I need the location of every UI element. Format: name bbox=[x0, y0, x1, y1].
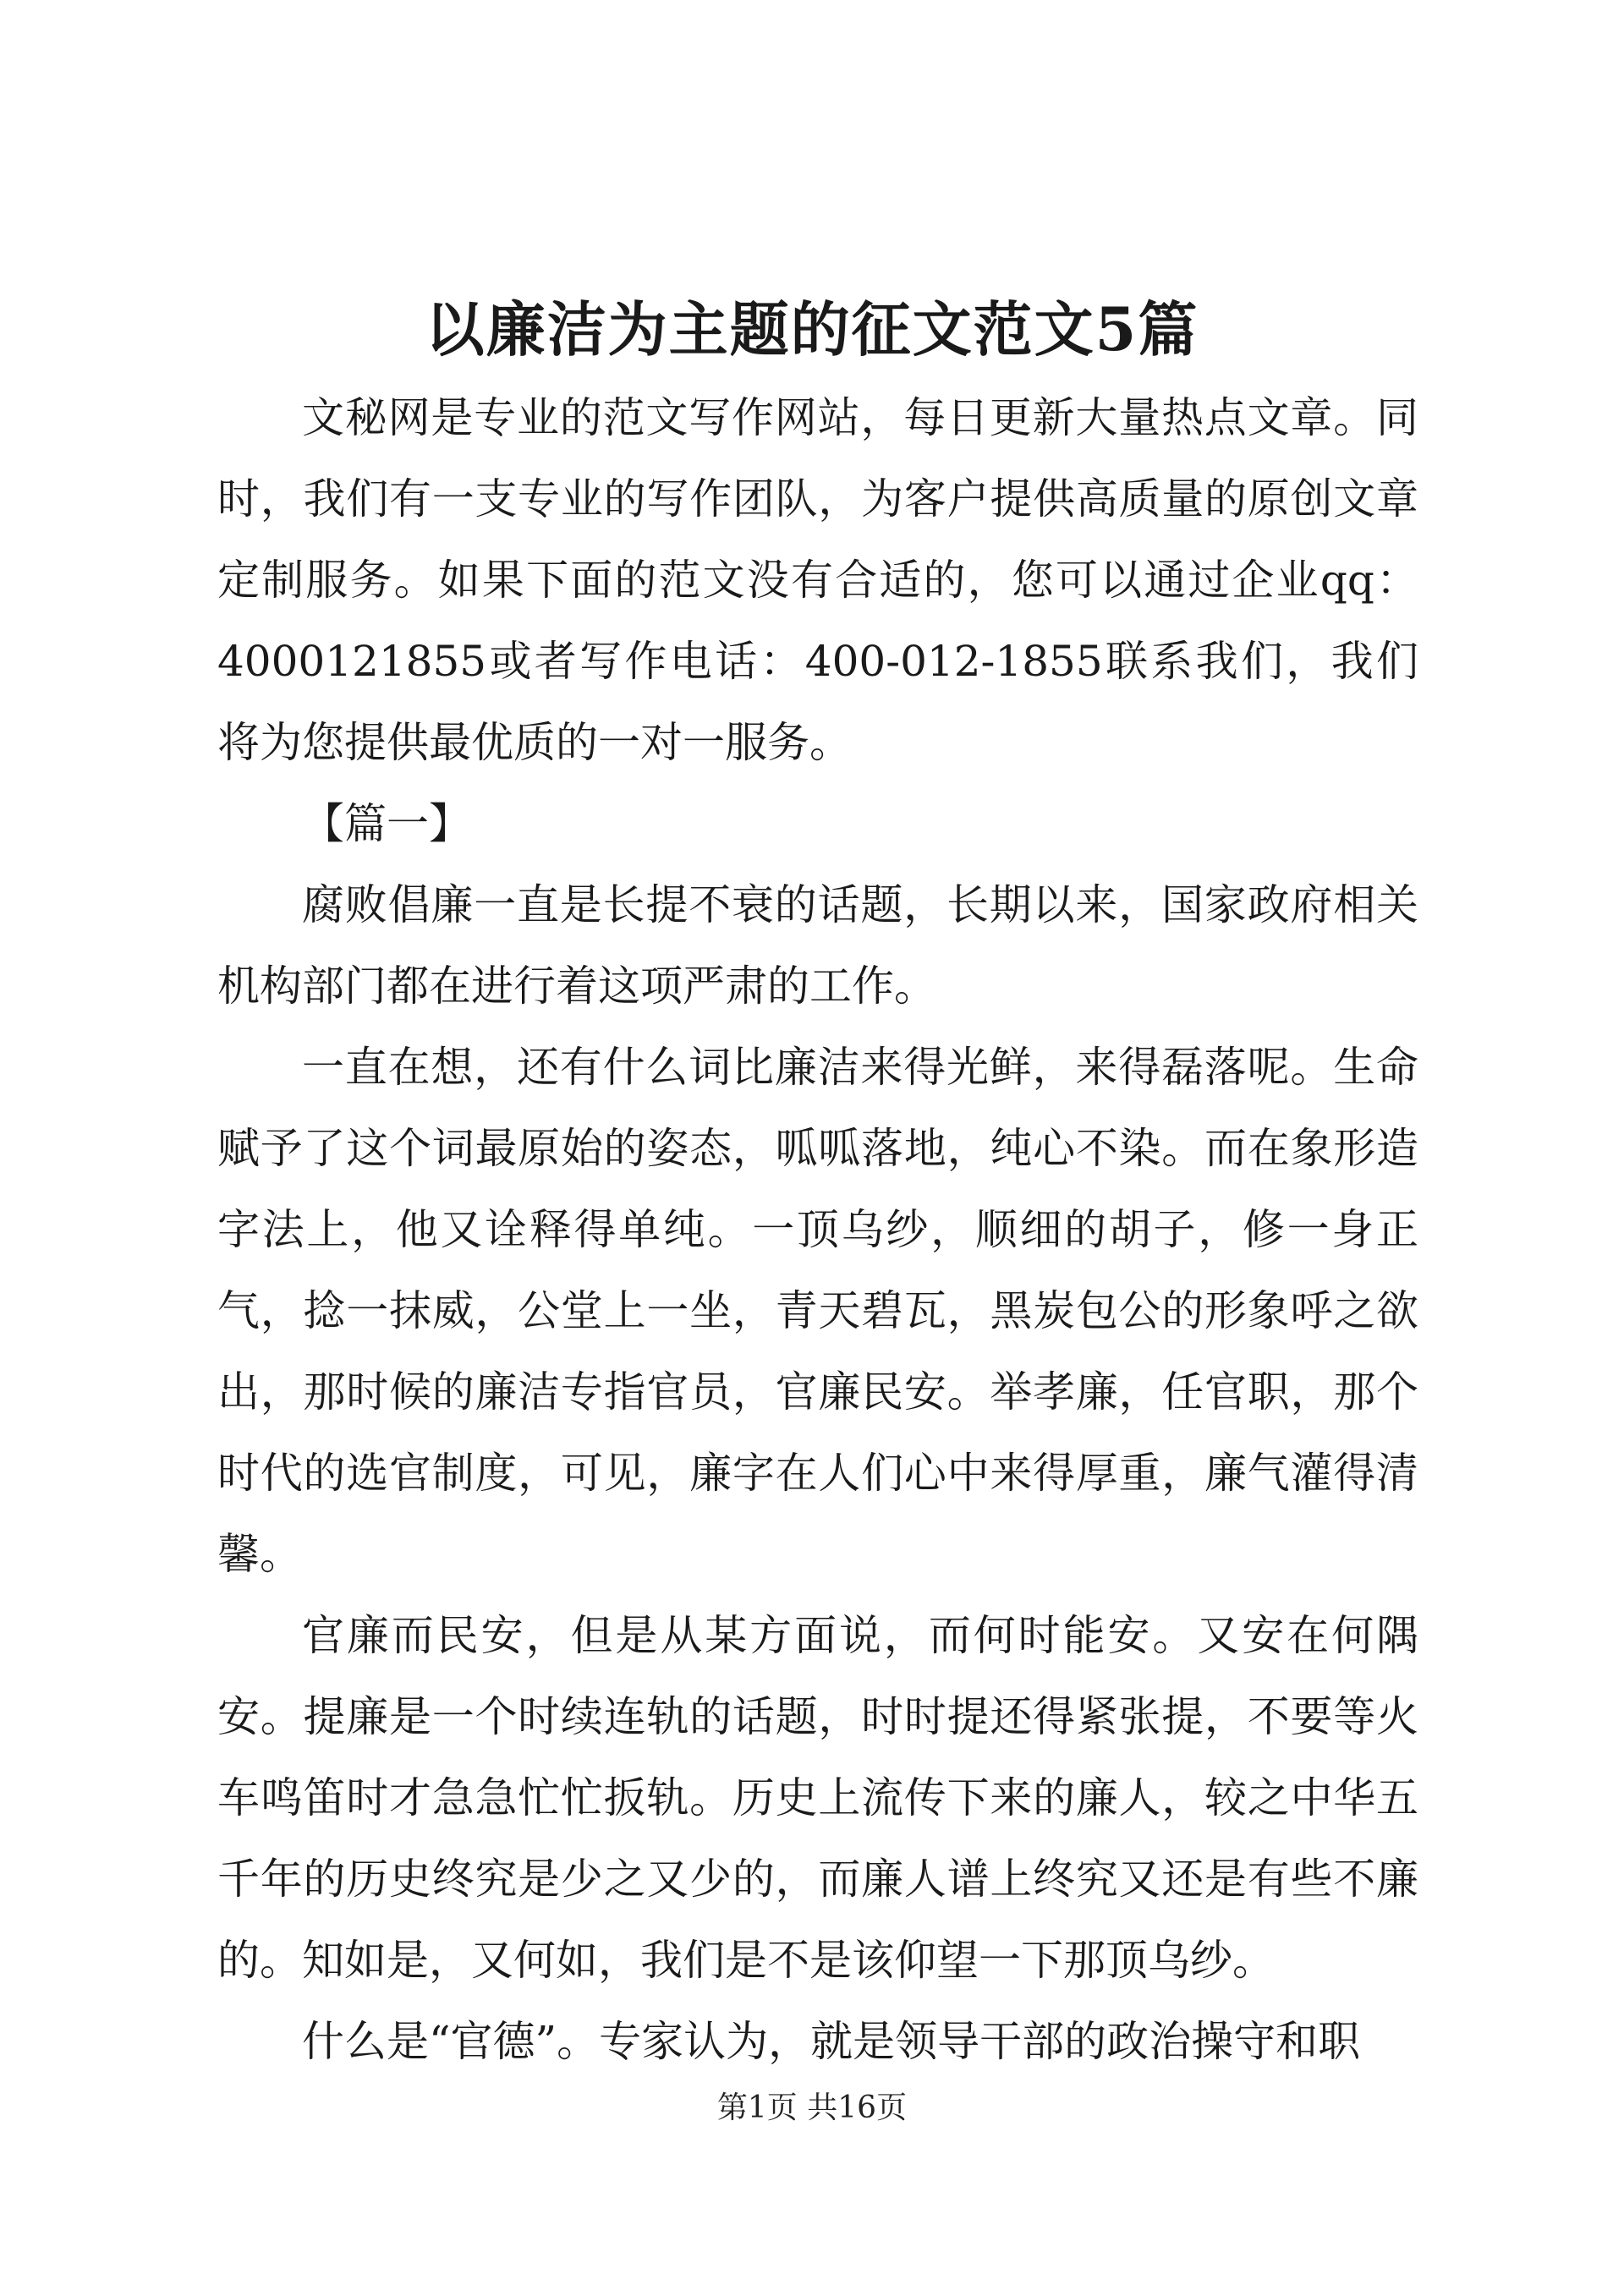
document-body bbox=[217, 377, 1418, 2082]
intro-paragraph: 文秘网是专业的范文写作网站，每日更新大量热点文章。同时，我们有一支专业的写作团队，为客户提供高质量的原创文章定制服务。如果下面的范文没有合适的，您可以通过企业qq：4000121855或者写作电话：400-012-1855联系我们，我们将为您提供最优质的一对一服务。 bbox=[217, 393, 1418, 767]
body-paragraph-1: 腐败倡廉一直是长提不衰的话题，长期以来，国家政府相关机构部门都在进行着这项严肃的工作。 bbox=[217, 880, 1418, 1011]
body-paragraph-2: 一直在想，还有什么词比廉洁来得光鲜，来得磊落呢。生命赋予了这个词最原始的姿态，呱呱落地，纯心不染。而在象形造字法上，他又诠释得单纯。一顶乌纱，顺细的胡子，修一身正气，捻一抹威，公堂上一坐，青天碧瓦，黑炭包公的形象呼之欲出，那时候的廉洁专指官员，官廉民安。举孝廉，任官职，那个时代的选官制度，可见，廉字在人们心中来得厚重，廉气灌得清馨。 bbox=[217, 1043, 1418, 1579]
document-title: 以廉洁为主题的征文范文5篇 bbox=[425, 294, 1199, 364]
body-paragraph-4: 什么是“官德”。专家认为，就是领导干部的政治操守和职 bbox=[302, 2017, 1361, 2066]
section-heading: 【篇一】 bbox=[302, 799, 471, 848]
body-paragraph-3: 官廉而民安，但是从某方面说，而何时能安。又安在何隅安。提廉是一个时续连轨的话题，时时提还得紧张提，不要等火车鸣笛时才急急忙忙扳轨。历史上流传下来的廉人，较之中华五千年的历史终究是少之又少的，而廉人谱上终究又还是有些不廉的。知如是，又何如，我们是不是该仰望一下那顶乌纱。 bbox=[217, 1611, 1418, 1985]
page-footer: 第1页 共16页 bbox=[716, 2091, 908, 2125]
